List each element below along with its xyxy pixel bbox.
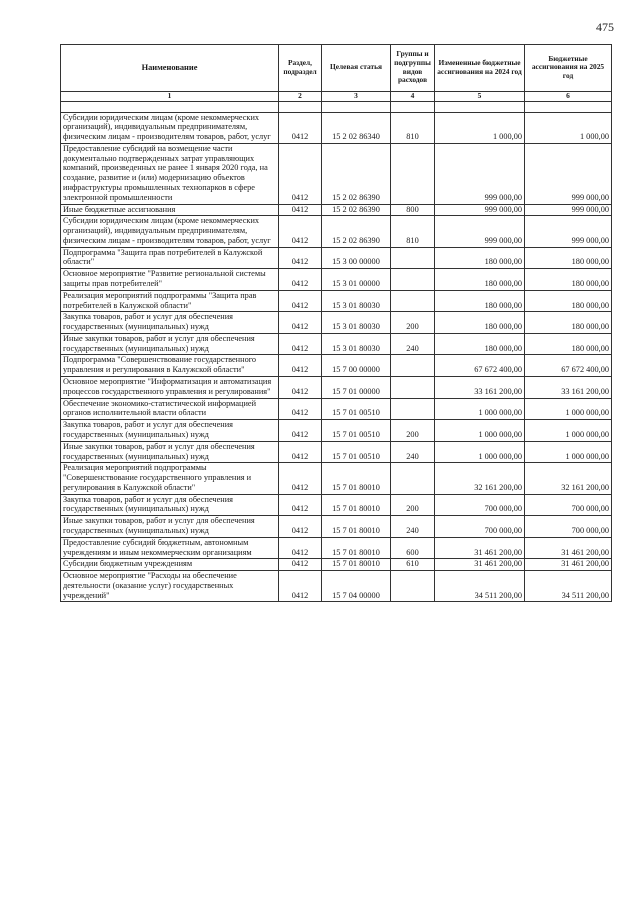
row-name: Субсидии юридическим лицам (кроме некоммерческих организаций), индивидуальным предпринимателям, физическим лицам - производителям товаров, работ, услуг (61, 216, 279, 247)
row-value-2024: 33 161 200,00 (435, 377, 525, 399)
header-groups: Группы и подгруппы видов расходов (391, 45, 435, 92)
row-value-2024: 1 000 000,00 (435, 420, 525, 442)
column-number: 6 (525, 92, 612, 102)
table-row (61, 247, 612, 269)
row-section: 0412 (279, 494, 322, 516)
row-name: Обеспечение экономико-статистической информацией органов исполнительной власти области (61, 398, 279, 420)
row-value-2024: 1 000 000,00 (435, 441, 525, 463)
row-value-2024: 700 000,00 (435, 516, 525, 538)
row-target: 15 7 01 80010 (322, 494, 391, 516)
column-number: 4 (391, 92, 435, 102)
row-group: 610 (391, 559, 435, 571)
table-row (61, 494, 612, 516)
row-value-2024: 180 000,00 (435, 247, 525, 269)
row-section: 0412 (279, 559, 322, 571)
row-target: 15 7 01 00510 (322, 420, 391, 442)
row-value-2024: 180 000,00 (435, 333, 525, 355)
row-target: 15 2 02 86390 (322, 143, 391, 204)
row-target: 15 7 01 80010 (322, 463, 391, 494)
row-value-2024: 1 000 000,00 (435, 398, 525, 420)
row-name: Иные закупки товаров, работ и услуг для обеспечения государственных (муниципальных) нужд (61, 333, 279, 355)
table-row (61, 333, 612, 355)
row-section: 0412 (279, 420, 322, 442)
row-name: Предоставление субсидий бюджетным, автономным учреждениям и иным некоммерческим организациям (61, 537, 279, 559)
row-group (391, 571, 435, 602)
row-target: 15 3 01 80030 (322, 312, 391, 334)
row-name: Подпрограмма "Совершенствование государственного управления и регулирования в Калужской области" (61, 355, 279, 377)
row-name: Реализация мероприятий подпрограммы "Защита прав потребителей в Калужской области" (61, 290, 279, 312)
row-section: 0412 (279, 516, 322, 538)
row-target: 15 7 01 00000 (322, 377, 391, 399)
table-row (61, 269, 612, 291)
row-group (391, 463, 435, 494)
row-value-2025: 31 461 200,00 (525, 537, 612, 559)
row-group: 800 (391, 204, 435, 216)
row-value-2024: 180 000,00 (435, 269, 525, 291)
table-row (61, 290, 612, 312)
row-value-2025: 180 000,00 (525, 290, 612, 312)
row-group: 200 (391, 494, 435, 516)
table-row (61, 559, 612, 571)
row-value-2025: 32 161 200,00 (525, 463, 612, 494)
table-body (61, 101, 612, 602)
row-target: 15 7 01 80010 (322, 559, 391, 571)
table-row (61, 537, 612, 559)
row-value-2024: 1 000,00 (435, 112, 525, 143)
row-name: Субсидии бюджетным учреждениям (61, 559, 279, 571)
row-name: Предоставление субсидий на возмещение части документально подтвержденных затрат управляющих компаний, произведенных не ранее 1 января 2020 года, на создание, развитие и (или) модернизацию объектов инфраструктуры промышленных технопарков в сфере электронной промышленности (61, 143, 279, 204)
row-group (391, 377, 435, 399)
row-target: 15 2 02 86340 (322, 112, 391, 143)
column-number: 5 (435, 92, 525, 102)
row-target: 15 2 02 86390 (322, 204, 391, 216)
row-target: 15 3 01 80030 (322, 290, 391, 312)
table-row (61, 312, 612, 334)
row-name: Иные закупки товаров, работ и услуг для обеспечения государственных (муниципальных) нужд (61, 516, 279, 538)
row-value-2024: 999 000,00 (435, 216, 525, 247)
row-value-2025: 1 000 000,00 (525, 441, 612, 463)
row-target: 15 7 04 00000 (322, 571, 391, 602)
column-number: 2 (279, 92, 322, 102)
row-value-2024: 180 000,00 (435, 312, 525, 334)
row-section: 0412 (279, 204, 322, 216)
row-value-2025: 1 000 000,00 (525, 398, 612, 420)
column-number: 3 (322, 92, 391, 102)
row-target: 15 2 02 86390 (322, 216, 391, 247)
column-number: 1 (61, 92, 279, 102)
row-section: 0412 (279, 112, 322, 143)
row-value-2025: 180 000,00 (525, 269, 612, 291)
row-section: 0412 (279, 537, 322, 559)
row-group: 240 (391, 441, 435, 463)
row-name: Иные бюджетные ассигнования (61, 204, 279, 216)
row-target: 15 7 01 80010 (322, 516, 391, 538)
row-group (391, 269, 435, 291)
row-value-2025: 700 000,00 (525, 516, 612, 538)
row-name: Подпрограмма "Защита прав потребителей в Калужской области" (61, 247, 279, 269)
table-row (61, 143, 612, 204)
table-row (61, 112, 612, 143)
budget-allocation-table (60, 44, 612, 602)
row-section: 0412 (279, 333, 322, 355)
row-value-2025: 67 672 400,00 (525, 355, 612, 377)
table-header-row (61, 45, 612, 92)
table-row (61, 377, 612, 399)
row-value-2025: 33 161 200,00 (525, 377, 612, 399)
row-section: 0412 (279, 571, 322, 602)
table-row (61, 398, 612, 420)
table-row (61, 516, 612, 538)
row-value-2024: 31 461 200,00 (435, 559, 525, 571)
row-value-2024: 700 000,00 (435, 494, 525, 516)
row-section: 0412 (279, 269, 322, 291)
row-value-2025: 700 000,00 (525, 494, 612, 516)
row-group (391, 143, 435, 204)
row-section: 0412 (279, 463, 322, 494)
column-number-row (61, 92, 612, 102)
table-row (61, 441, 612, 463)
row-value-2025: 34 511 200,00 (525, 571, 612, 602)
row-value-2025: 180 000,00 (525, 333, 612, 355)
row-name: Иные закупки товаров, работ и услуг для обеспечения государственных (муниципальных) нужд (61, 441, 279, 463)
table-row (61, 355, 612, 377)
row-section: 0412 (279, 216, 322, 247)
row-name: Основное мероприятие "Информатизация и автоматизация процессов государственного управления и регулирования" (61, 377, 279, 399)
row-value-2024: 34 511 200,00 (435, 571, 525, 602)
row-group: 200 (391, 312, 435, 334)
row-target: 15 7 01 00510 (322, 441, 391, 463)
row-name: Субсидии юридическим лицам (кроме некоммерческих организаций), индивидуальным предпринимателям, физическим лицам - производителям товаров, работ, услуг (61, 112, 279, 143)
row-group: 240 (391, 516, 435, 538)
row-name: Основное мероприятие "Расходы на обеспечение деятельности (оказание услуг) государственных учреждений" (61, 571, 279, 602)
row-target: 15 7 00 00000 (322, 355, 391, 377)
row-value-2024: 32 161 200,00 (435, 463, 525, 494)
row-name: Основное мероприятие "Развитие региональной системы защиты прав потребителей" (61, 269, 279, 291)
row-group (391, 355, 435, 377)
row-value-2024: 180 000,00 (435, 290, 525, 312)
row-group: 600 (391, 537, 435, 559)
row-value-2025: 180 000,00 (525, 312, 612, 334)
blank-row (61, 101, 612, 112)
row-name: Закупка товаров, работ и услуг для обеспечения государственных (муниципальных) нужд (61, 312, 279, 334)
row-group (391, 398, 435, 420)
header-name: Наименование (61, 45, 279, 92)
row-target: 15 3 00 00000 (322, 247, 391, 269)
row-name: Закупка товаров, работ и услуг для обеспечения государственных (муниципальных) нужд (61, 494, 279, 516)
row-value-2024: 31 461 200,00 (435, 537, 525, 559)
table-row (61, 216, 612, 247)
table-row (61, 571, 612, 602)
row-value-2025: 1 000 000,00 (525, 420, 612, 442)
row-section: 0412 (279, 247, 322, 269)
table-row (61, 204, 612, 216)
table-row (61, 420, 612, 442)
row-section: 0412 (279, 143, 322, 204)
row-value-2025: 999 000,00 (525, 216, 612, 247)
row-group: 810 (391, 216, 435, 247)
row-value-2025: 31 461 200,00 (525, 559, 612, 571)
row-target: 15 3 01 00000 (322, 269, 391, 291)
row-value-2025: 999 000,00 (525, 204, 612, 216)
row-target: 15 7 01 00510 (322, 398, 391, 420)
row-section: 0412 (279, 398, 322, 420)
row-group (391, 247, 435, 269)
row-group: 200 (391, 420, 435, 442)
row-group: 810 (391, 112, 435, 143)
row-section: 0412 (279, 312, 322, 334)
row-value-2024: 999 000,00 (435, 204, 525, 216)
page-number: 475 (596, 20, 614, 34)
row-section: 0412 (279, 377, 322, 399)
row-group (391, 290, 435, 312)
row-name: Реализация мероприятий подпрограммы "Совершенствование государственного управления и регулирования в Калужской области" (61, 463, 279, 494)
row-value-2024: 999 000,00 (435, 143, 525, 204)
row-group: 240 (391, 333, 435, 355)
row-section: 0412 (279, 290, 322, 312)
row-value-2025: 180 000,00 (525, 247, 612, 269)
table-row (61, 463, 612, 494)
header-section: Раздел, подраздел (279, 45, 322, 92)
row-target: 15 7 01 80010 (322, 537, 391, 559)
row-section: 0412 (279, 441, 322, 463)
row-section: 0412 (279, 355, 322, 377)
header-budget-2025: Бюджетные ассигнования на 2025 год (525, 45, 612, 92)
header-changed-2024: Измененные бюджетные ассигнования на 2024 год (435, 45, 525, 92)
row-name: Закупка товаров, работ и услуг для обеспечения государственных (муниципальных) нужд (61, 420, 279, 442)
row-value-2024: 67 672 400,00 (435, 355, 525, 377)
row-value-2025: 1 000,00 (525, 112, 612, 143)
row-value-2025: 999 000,00 (525, 143, 612, 204)
header-target: Целевая статья (322, 45, 391, 92)
row-target: 15 3 01 80030 (322, 333, 391, 355)
